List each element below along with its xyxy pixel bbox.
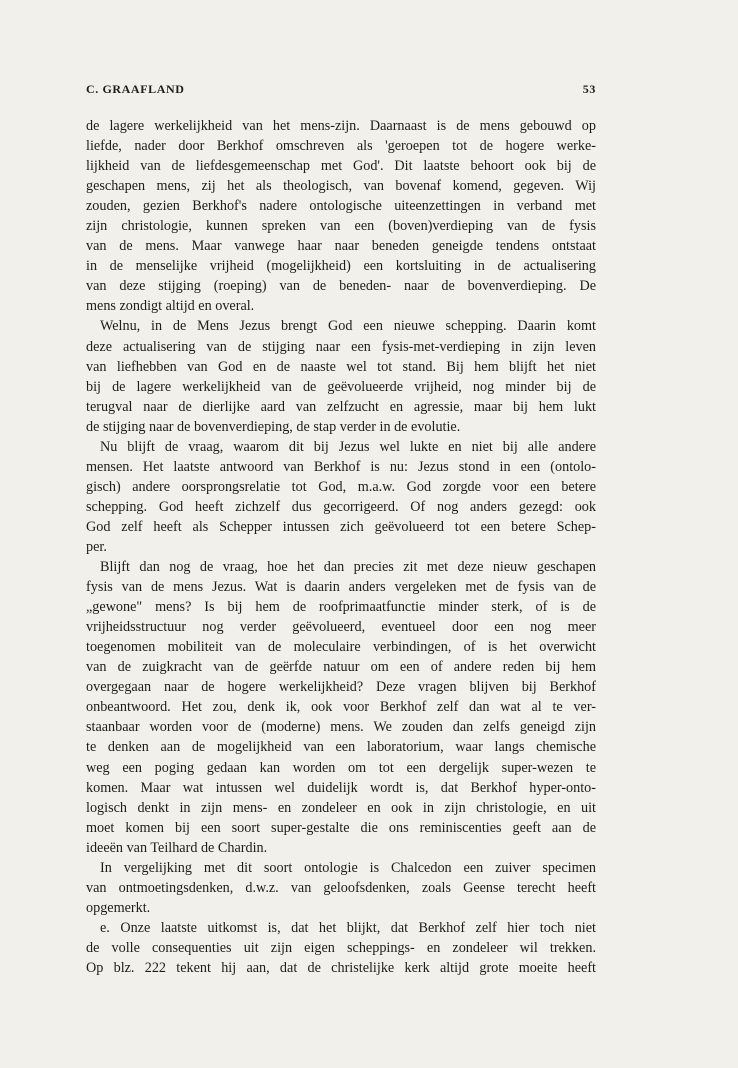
- text-line: deze actualisering van de stijging naar een fysis-met-verdieping in zijn leven: [86, 338, 596, 355]
- text-line: ideeën van Teilhard de Chardin.: [86, 839, 268, 856]
- text-line: van liefhebben van God en de naaste wel tot stand. Bij hem blijft het niet: [86, 358, 596, 375]
- text-line: in de menselijke vrijheid (mogelijkheid) een kortsluiting in de actualisering: [86, 258, 596, 275]
- text-line: de lagere werkelijkheid van het mens-zijn. Daarnaast is de mens gebouwd op: [86, 118, 596, 134]
- text-line: opgemerkt.: [86, 899, 151, 916]
- text-line: logisch denkt in zijn mens- en zondeleer en ook in zijn christologie, en uit: [86, 799, 596, 816]
- text-line: zijn christologie, kunnen spreken van een (boven)verdieping van de fysis: [86, 218, 596, 235]
- text-line: liefde, nader door Berkhof omschreven als 'geroepen tot de hogere werke-: [86, 138, 596, 155]
- text-line: Nu blijft de vraag, waarom dit bij Jezus wel lukte en niet bij alle andere: [100, 438, 596, 455]
- text-line: mens zondigt altijd en overal.: [86, 298, 255, 315]
- text-line: terugval naar de dierlijke aard van zelfzucht en agressie, maar bij hem lukt: [86, 398, 596, 415]
- text-line: de stijging naar de bovenverdieping, de stap verder in de evolutie.: [86, 418, 461, 435]
- body-text: [86, 116, 596, 978]
- text-line: Welnu, in de Mens Jezus brengt God een nieuwe schepping. Daarin komt: [100, 318, 596, 335]
- text-line: schepping. God heeft zichzelf dus gecorrigeerd. Of nog anders gezegd: ook: [86, 498, 596, 515]
- text-line: God zelf heeft als Schepper intussen zich geëvolueerd tot een betere Schep-: [86, 518, 596, 535]
- text-line: bij de lagere werkelijkheid van de geëvolueerde vrijheid, nog minder bij de: [86, 378, 596, 395]
- text-line: Op blz. 222 tekent hij aan, dat de christelijke kerk altijd grote moeite heeft: [86, 959, 596, 976]
- text-line: vrijheidsstructuur nog verder geëvolueerd, eventueel door een nog meer: [86, 619, 596, 636]
- text-line: overgegaan naar de hogere werkelijkheid? Deze vragen blijven bij Berkhof: [86, 679, 596, 696]
- running-header: [86, 82, 596, 97]
- text-line: de volle consequenties uit zijn eigen scheppings- en zondeleer wil trekken.: [86, 939, 596, 956]
- text-line: staanbaar worden voor de (moderne) mens. We zouden dan zelfs geneigd zijn: [86, 719, 596, 736]
- page-number: 53: [582, 82, 596, 96]
- text-line: van ontmoetingsdenken, d.w.z. van geloofsdenken, zoals Geense terecht heeft: [86, 879, 596, 896]
- text-line: fysis van de mens Jezus. Wat is daarin anders vergeleken met de fysis van de: [86, 579, 596, 596]
- text-line: Blijft dan nog de vraag, hoe het dan precies zit met deze nieuw geschapen: [100, 559, 596, 576]
- text-line: komen. Maar wat intussen wel duidelijk wordt is, dat Berkhof hyper-onto-: [86, 779, 596, 796]
- text-line: geschapen mens, zij het als theologisch, van bovenaf komend, gegeven. Wij: [86, 178, 596, 195]
- text-line: onbeantwoord. Het zou, denk ik, ook voor Berkhof zelf dan wat al te ver-: [86, 699, 596, 716]
- running-head-author: C. GRAAFLAND: [86, 82, 185, 96]
- text-line: In vergelijking met dit soort ontologie is Chalcedon een zuiver specimen: [100, 859, 596, 876]
- text-line: te denken aan de mogelijkheid van een laboratorium, waar langs chemische: [86, 739, 596, 756]
- text-line: lijkheid van de liefdesgemeenschap met God'. Dit laatste behoort ook bij de: [86, 158, 596, 175]
- text-line: gisch) andere oorsprongsrelatie tot God, m.a.w. God zorgde voor een betere: [86, 478, 596, 495]
- text-line: van de zuigkracht van de geërfde natuur om een of andere reden bij hem: [86, 659, 596, 676]
- text-line: moet komen bij een soort super-gestalte die ons reminiscenties geeft aan de: [86, 819, 596, 836]
- text-line: zouden, gezien Berkhof's nadere ontologische uiteenzettingen in verband met: [86, 198, 596, 215]
- text-line: mensen. Het laatste antwoord van Berkhof is nu: Jezus stond in een (ontolo-: [86, 458, 596, 475]
- text-line: van deze stijging (roeping) van de beneden- naar de bovenverdieping. De: [86, 278, 596, 295]
- text-line: weg een poging gedaan kan worden om tot een dergelijk super-wezen te: [86, 759, 596, 776]
- text-line: e. Onze laatste uitkomst is, dat het blijkt, dat Berkhof zelf hier toch niet: [100, 919, 596, 936]
- text-line: toegenomen mobiliteit van de moleculaire verbindingen, of is het overwicht: [86, 639, 596, 656]
- text-line: „gewone" mens? Is bij hem de roofprimaatfunctie minder sterk, of is de: [86, 599, 596, 616]
- text-line: per.: [86, 538, 107, 555]
- text-line: van de mens. Maar vanwege haar naar beneden geneigde tendens ontstaat: [86, 238, 596, 255]
